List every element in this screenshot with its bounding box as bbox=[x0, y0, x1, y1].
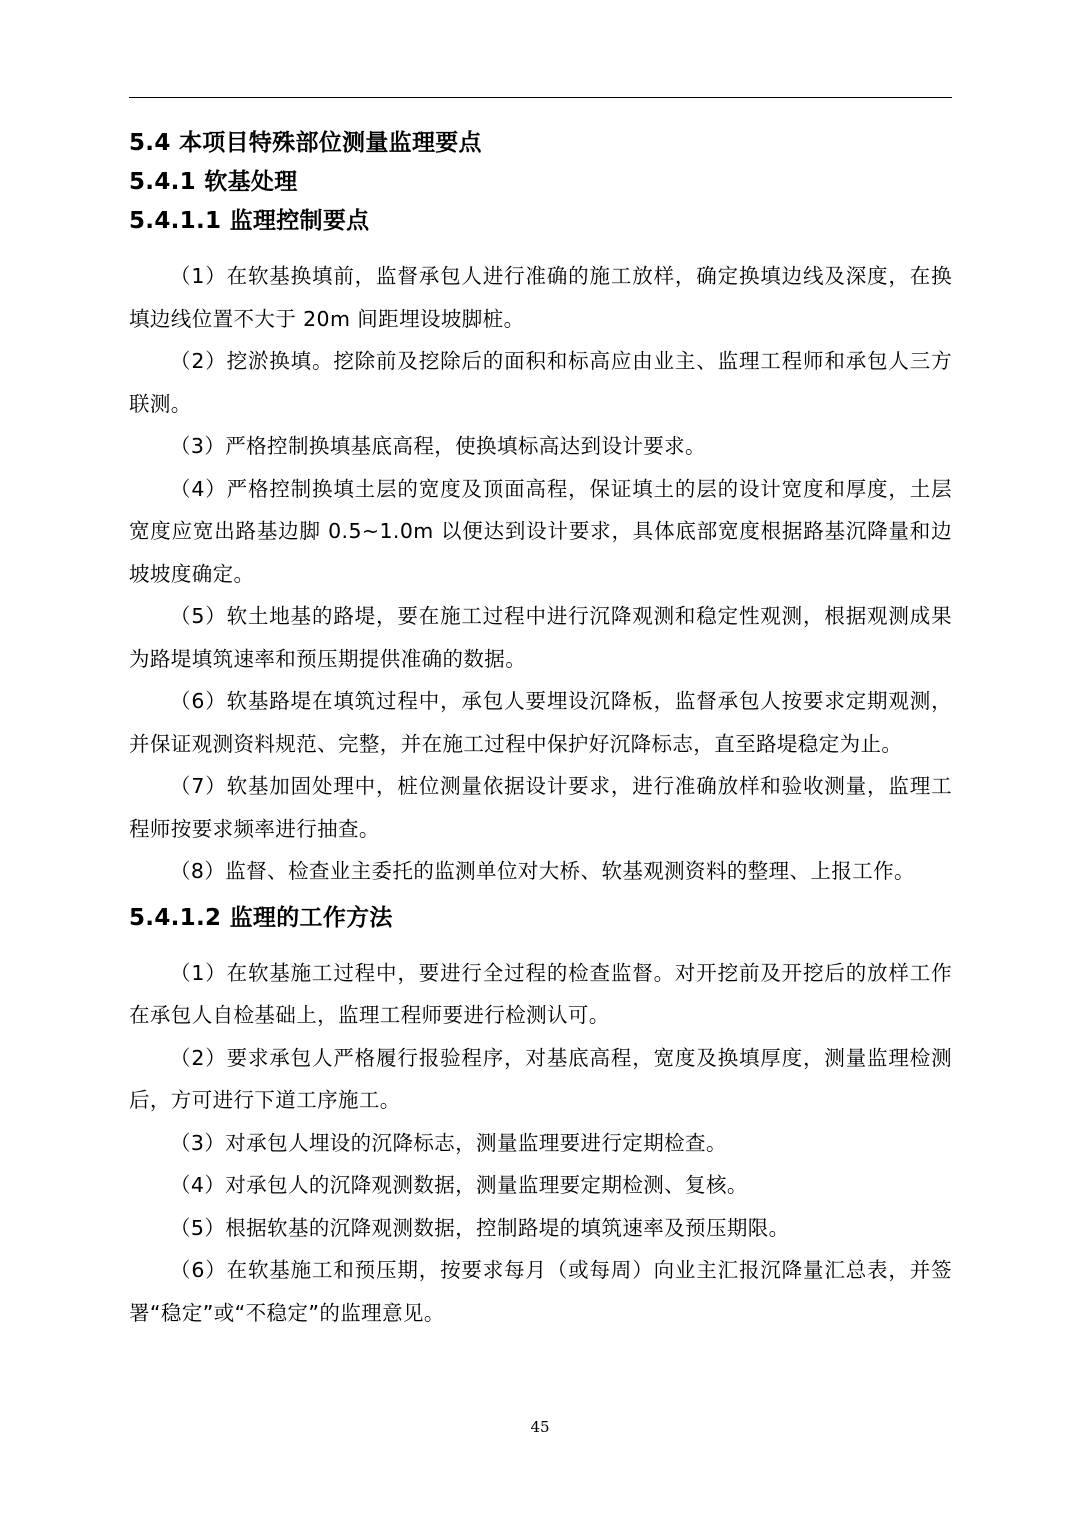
paragraph-control-5: （5）软土地基的路堤，要在施工过程中进行沉降观测和稳定性观测，根据观测成果为路堤填筑速率和预压期提供准确的数据。 bbox=[129, 604, 952, 671]
paragraph-control-8: （8）监督、检查业主委托的监测单位对大桥、软基观测资料的整理、上报工作。 bbox=[170, 859, 915, 883]
paragraph-control-7: （7）软基加固处理中，桩位测量依据设计要求，进行准确放样和验收测量，监理工程师按要求频率进行抽查。 bbox=[129, 774, 952, 841]
paragraph-control-3: （3）严格控制换填基底高程，使换填标高达到设计要求。 bbox=[170, 434, 706, 458]
paragraph-control-1: （1）在软基换填前，监督承包人进行准确的施工放样，确定换填边线及深度，在换填边线位置不大于 20m 间距埋设坡脚桩。 bbox=[129, 264, 952, 331]
paragraph-control-6: （6）软基路堤在填筑过程中，承包人要埋设沉降板，监督承包人按要求定期观测，并保证观测资料规范、完整，并在施工过程中保护好沉降标志，直至路堤稳定为止。 bbox=[129, 689, 952, 756]
paragraph-control-2: （2）挖淤换填。挖除前及挖除后的面积和标高应由业主、监理工程师和承包人三方联测。 bbox=[129, 349, 952, 416]
section-heading-5-4-1: 5.4.1 软基处理 bbox=[129, 169, 298, 195]
section-heading-5-4-1-1: 5.4.1.1 监理控制要点 bbox=[129, 208, 370, 234]
paragraph-method-3: （3）对承包人埋设的沉降标志，测量监理要进行定期检查。 bbox=[170, 1130, 727, 1155]
page-number: 45 bbox=[530, 1418, 550, 1436]
header-rule bbox=[129, 97, 952, 98]
paragraph-method-4: （4）对承包人的沉降观测数据，测量监理要定期检测、复核。 bbox=[170, 1173, 748, 1197]
paragraph-method-1: （1）在软基施工过程中，要进行全过程的检查监督。对开挖前及开挖后的放样工作在承包人自检基础上，监理工程师要进行检测认可。 bbox=[129, 960, 952, 1027]
document-body bbox=[129, 124, 952, 1334]
section-heading-5-4-1-2: 5.4.1.2 监理的工作方法 bbox=[129, 904, 393, 931]
paragraph-method-5: （5）根据软基的沉降观测数据，控制路堤的填筑速率及预压期限。 bbox=[170, 1215, 790, 1240]
paragraph-method-2: （2）要求承包人严格履行报验程序，对基底高程，宽度及换填厚度，测量监理检测后，方可进行下道工序施工。 bbox=[129, 1045, 952, 1112]
paragraph-control-4: （4）严格控制换填土层的宽度及顶面高程，保证填土的层的设计宽度和厚度，土层宽度应宽出路基边脚 0.5~1.0m 以便达到设计要求，具体底部宽度根据路基沉降量和边坡坡度确定。 bbox=[129, 476, 952, 586]
section-heading-5-4: 5.4 本项目特殊部位测量监理要点 bbox=[129, 130, 482, 156]
paragraph-method-6: （6）在软基施工和预压期，按要求每月（或每周）向业主汇报沉降量汇总表，并签署“稳定”或“不稳定”的监理意见。 bbox=[129, 1258, 952, 1325]
